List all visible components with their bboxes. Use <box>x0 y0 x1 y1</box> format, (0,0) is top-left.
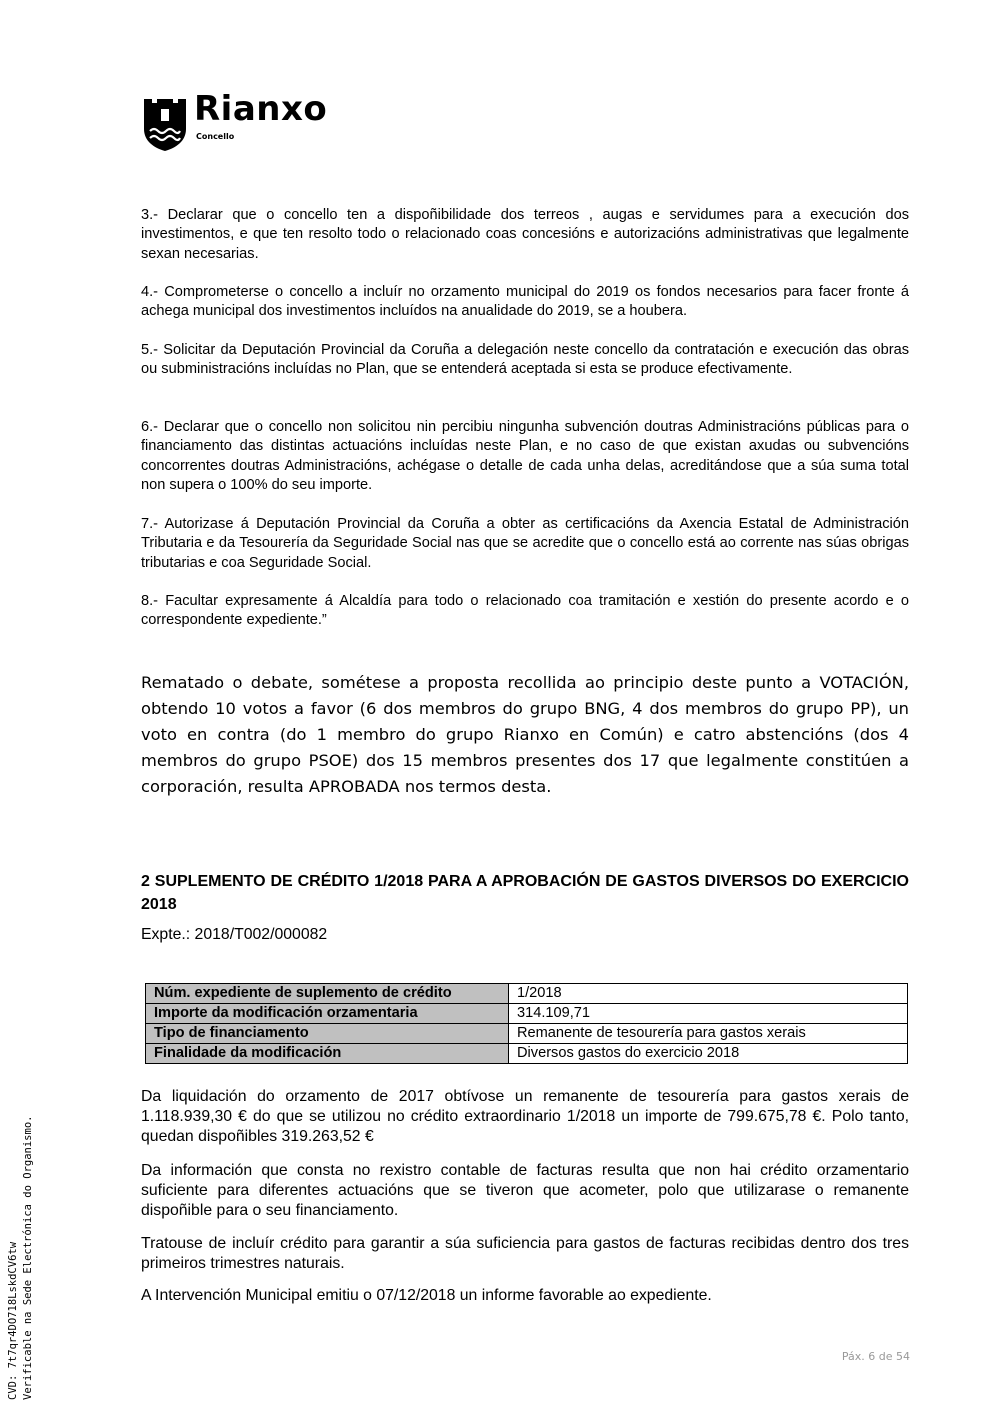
body-paragraph-1: Da liquidación do orzamento de 2017 obtívose un remanente de tesourería para gastos xerais de 1.118.939,30 € do que se utilizou no crédito extraordinario 1/2018 un importe de 799.675,78 €. Polo tanto, quedan dispoñibles 319.263,52 € <box>141 1088 909 1145</box>
row-value: 1/2018 <box>509 984 908 1004</box>
paragraph-5: 5.- Solicitar da Deputación Provincial da Coruña a delegación neste concello da contratación e execución das obras ou subministracións incluídas no Plan, que se entenderá aceptada si esta se produce efectivamente. <box>141 342 909 378</box>
page-number: Páx. 6 de 54 <box>841 1350 910 1363</box>
paragraph-7: 7.- Autorizase á Deputación Provincial da Coruña a obter as certificacións da Axencia Estatal de Administración Tributaria e da Tesourería da Seguridade Social nas que se acredite que o concello está ao corrente nas súas obrigas tributarias e coa Seguridade Social. <box>141 516 909 571</box>
verification-stamp <box>0 1000 50 1405</box>
body-paragraph-3: Tratouse de incluír crédito para garantir a súa suficiencia para gastos de facturas recibidas dentro dos tres primeiros trimestres naturais. <box>141 1235 909 1272</box>
table-row <box>146 1004 908 1024</box>
body-paragraph-4: A Intervención Municipal emitiu o 07/12/2018 un informe favorable ao expediente. <box>141 1287 712 1304</box>
verify-text: Verificable na Sede Electrónica do Organismo. <box>22 1115 34 1400</box>
paragraph-4: 4.- Comprometerse o concello a incluír no orzamento municipal do 2019 os fondos necesarios para facer fronte á achega municipal dos investimentos incluídos na anualidade do 2019, se a houbera. <box>141 284 909 320</box>
rianxo-logo <box>142 89 342 151</box>
table-row <box>146 984 908 1004</box>
table-row <box>146 1024 908 1044</box>
logo-subtitle: Concello <box>196 132 235 141</box>
logo-name: Rianxo <box>194 89 328 129</box>
row-value: Diversos gastos do exercicio 2018 <box>509 1044 908 1064</box>
section-title: 2 SUPLEMENTO DE CRÉDITO 1/2018 PARA A APROBACIÓN DE GASTOS DIVERSOS DO EXERCICIO 2018 <box>141 873 909 913</box>
file-number: Expte.: 2018/T002/000082 <box>141 926 328 943</box>
cvd-code: CVD: 7t7qr4DO718LskdCV6tw <box>7 1241 19 1400</box>
row-value: Remanente de tesourería para gastos xerais <box>509 1024 908 1044</box>
row-label: Importe da modificación orzamentaria <box>146 1004 509 1024</box>
table-row <box>146 1044 908 1064</box>
coat-of-arms-icon <box>142 95 188 151</box>
paragraph-6: 6.- Declarar que o concello non solicitou nin percibiu ningunha subvención doutras Administracións públicas para o financiamento das distintas actuacións incluídas neste Plan, e no caso de que existan axudas ou subvencións concorrentes doutras Administracións, achégase o detalle de cada unha delas, acreditándose que a súa suma total non supera o 100% do seu importe. <box>141 419 909 494</box>
credit-info-table <box>145 983 908 1064</box>
paragraph-3: 3.- Declarar que o concello ten a dispoñibilidade dos terreos , augas e servidumes para a execución dos investimentos, e que ten resolto todo o relacionado coas concesións e autorizacións administrativas que legalmente sexan necesarias. <box>141 207 909 262</box>
row-label: Núm. expediente de suplemento de crédito <box>146 984 509 1004</box>
body-paragraph-2: Da información que consta no rexistro contable de facturas resulta que non hai crédito orzamentario suficiente para diferentes actuacións que se tiveron que acometer, polo que utilizarase o remanente dispoñible para o seu financiamento. <box>141 1162 909 1219</box>
row-label: Tipo de financiamento <box>146 1024 509 1044</box>
voting-paragraph: Rematado o debate, sométese a proposta recollida ao principio deste punto a VOTACIÓN, obtendo 10 votos a favor (6 dos membros do grupo BNG, 4 dos membros do grupo PP), un voto en contra (do 1 membro do grupo Rianxo en Común) e catro abstencións (dos 4 membros do grupo PSOE) dos 15 membros presentes dos 17 que legalmente constitúen a corporación, resulta APROBADA nos termos desta. <box>141 673 909 796</box>
row-label: Finalidade da modificación <box>146 1044 509 1064</box>
paragraph-8: 8.- Facultar expresamente á Alcaldía para todo o relacionado coa tramitación e xestión do presente acordo e o correspondente expediente.” <box>141 593 909 629</box>
row-value: 314.109,71 <box>509 1004 908 1024</box>
